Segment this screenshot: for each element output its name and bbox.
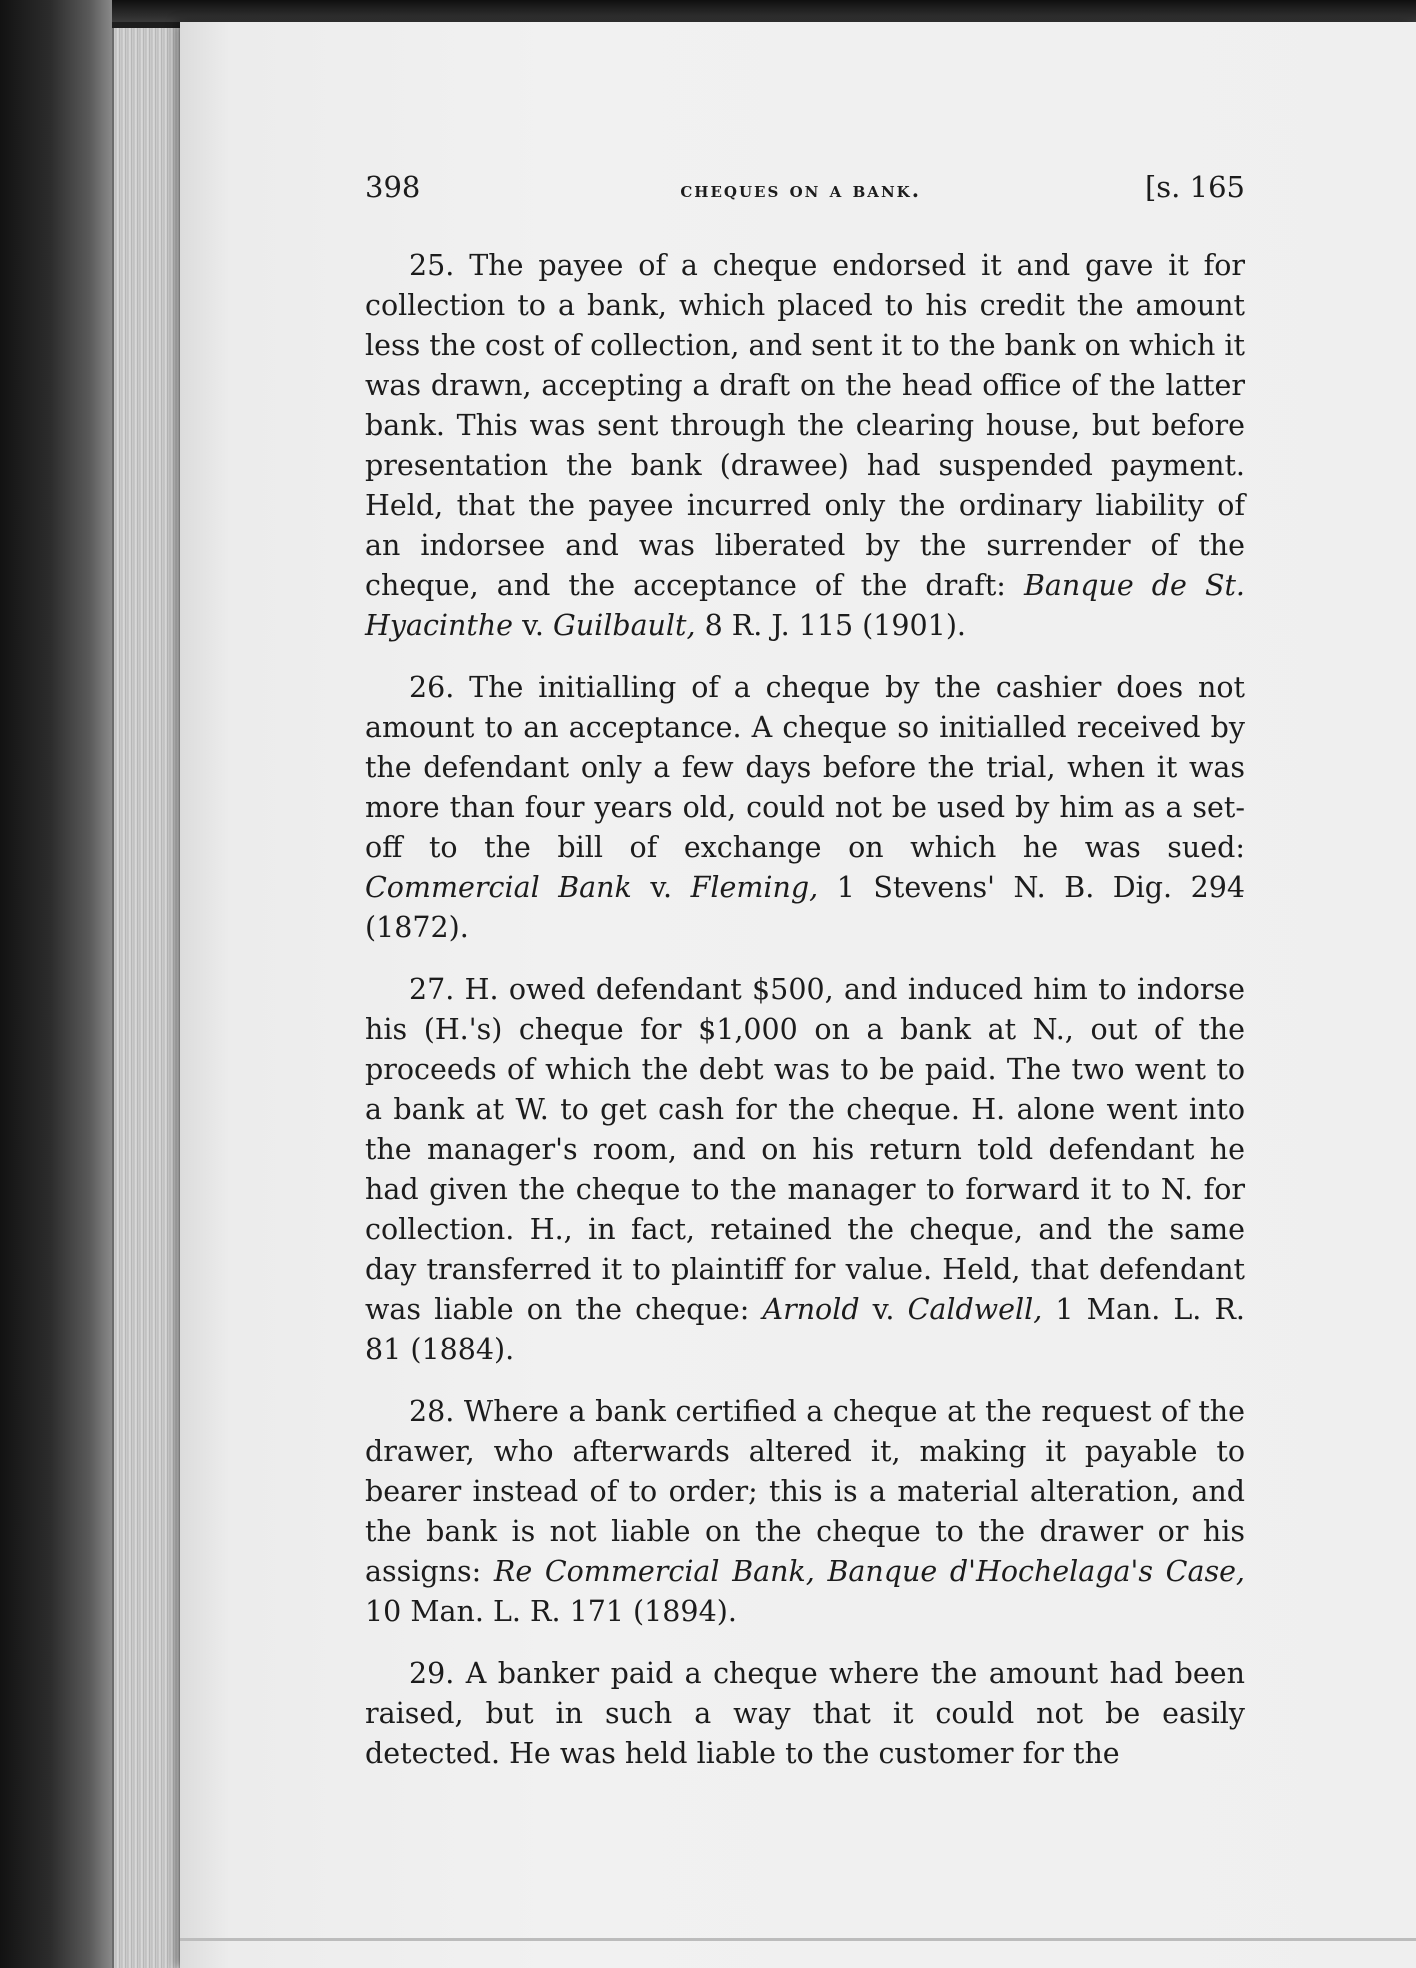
paragraph-text: 26. The initialling of a cheque by the cashier does not amount to an acceptance. A cheque so initialled received by the defendant only a few days before the trial, when it was more than four years old, could not be used by him as a set-off to the bill of exchange on which he was sued:	[365, 671, 1245, 864]
text-block	[365, 170, 1245, 1796]
paragraph-text: 28. Where a bank certified a cheque at the request of the drawer, who afterwards altered it, making it payable to bearer instead of to order; this is a material alteration, and the bank is not liable on the cheque to the drawer or his assigns:	[365, 1395, 1245, 1588]
versus: v.	[631, 871, 691, 904]
case-name: Caldwell,	[907, 1293, 1043, 1326]
case-name: Fleming,	[690, 871, 819, 904]
citation: 1 Man. L. R. 81 (1884).	[365, 1293, 1245, 1366]
citation: 8 R. J. 115 (1901).	[695, 609, 966, 642]
running-head	[365, 170, 1245, 226]
running-title: cheques on a bank.	[680, 177, 922, 202]
paragraph-26	[365, 668, 1245, 948]
paragraph-text: 27. H. owed defendant $500, and induced him to indorse his (H.'s) cheque for $1,000 on a bank at N., out of the proceeds of which the debt was to be paid. The two went to a bank at W. to get cash for the cheque. H. alone went into the manager's room, and on his return told defendant he had given the cheque to the manager to forward it to N. for collection. H., in fact, retained the cheque, and the same day transferred it to plaintiff for value. Held, that defendant was liable on the cheque:	[365, 973, 1245, 1326]
page-number: 398	[365, 170, 421, 204]
paragraph-text: 29. A banker paid a cheque where the amount had been raised, but in such a way that it could not be easily detected. He was held liable to the customer for the	[365, 1657, 1245, 1770]
paragraph-27	[365, 970, 1245, 1370]
paragraph-28	[365, 1392, 1245, 1632]
case-name: Banque de St. Hyacinthe	[365, 569, 1245, 642]
paragraph-25	[365, 246, 1245, 646]
case-name: Arnold	[762, 1293, 860, 1326]
section-reference: [s. 165	[1144, 170, 1245, 204]
page-bottom-edge	[180, 1938, 1416, 1941]
citation: 1 Stevens' N. B. Dig. 294 (1872).	[365, 871, 1245, 944]
case-name: Commercial Bank	[365, 871, 632, 904]
versus: v.	[513, 609, 553, 642]
citation: 10 Man. L. R. 171 (1894).	[365, 1595, 737, 1628]
book-spine	[0, 0, 112, 1968]
paragraph-text: 25. The payee of a cheque endorsed it and gave it for collection to a bank, which placed to his credit the amount less the cost of collection, and sent it to the bank on which it was drawn, accepting a draft on the head office of the latter bank. This was sent through the clearing house, but before presentation the bank (drawee) had suspended payment. Held, that the payee incurred only the ordinary liability of an indorsee and was liberated by the surrender of the cheque, and the acceptance of the draft:	[365, 249, 1245, 602]
case-name: Guilbault,	[552, 609, 696, 642]
case-name: Re Commercial Bank, Banque d'Hochelaga's Case,	[493, 1555, 1245, 1588]
top-shadow-edge	[0, 0, 1416, 22]
paragraph-29	[365, 1654, 1245, 1774]
versus: v.	[859, 1293, 908, 1326]
